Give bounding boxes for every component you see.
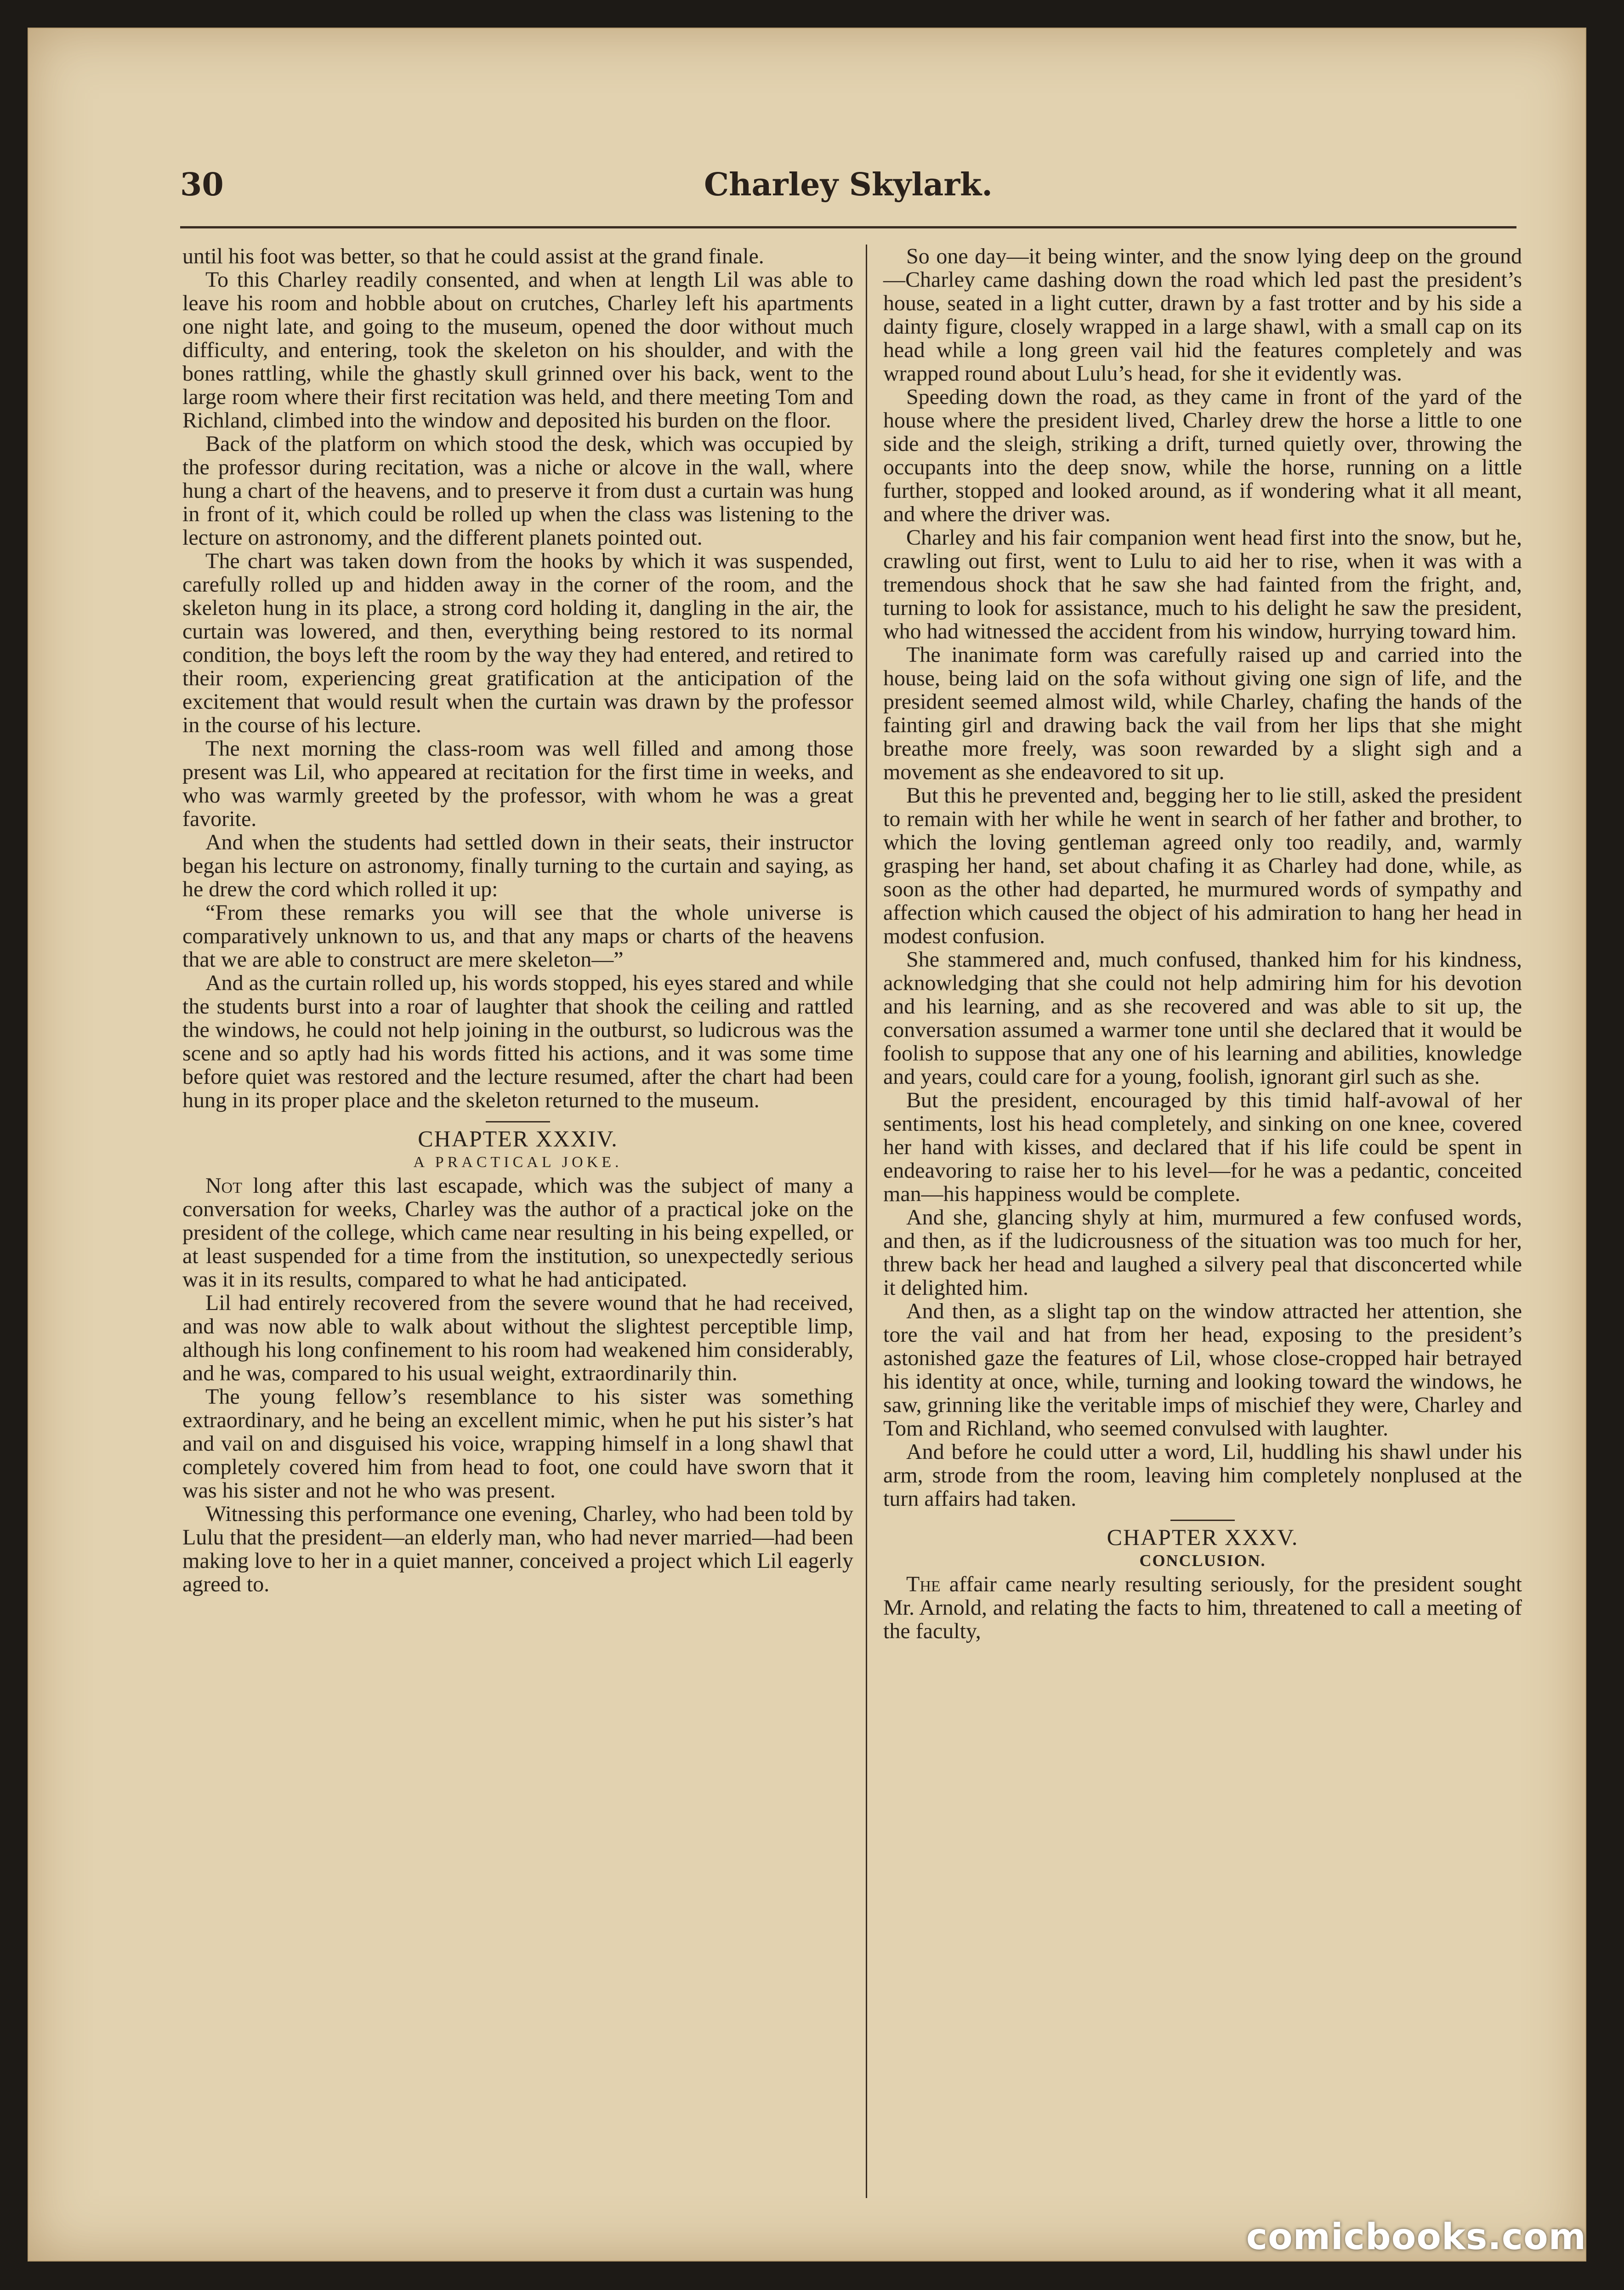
chapter-divider (486, 1121, 550, 1122)
paragraph: until his foot was better, so that he could assist at the grand finale. (182, 244, 764, 268)
right-column (883, 245, 1522, 2175)
page-header (180, 166, 1516, 222)
chapter-heading: CHAPTER XXXV. (1107, 1524, 1299, 1550)
paragraph-text: affair came nearly resulting seriously, for the president sought Mr. Arnold, and relating the facts to him, threatened to call a meeting of the faculty, (883, 1572, 1522, 1643)
paragraph: And she, glancing shyly at him, murmured a few confused words, and then, as if the ludicrousness of the situation was too much for her, threw back her head and laughed a silvery peal that disconcerted while it delighted him. (883, 1205, 1522, 1300)
paragraph: And as the curtain rolled up, his words stopped, his eyes stared and while the students burst into a roar of laughter that shook the ceiling and rattled the windows, he could not help joining in the outburst, so ludicrous was the scene and so aptly had his words fitted his actions, and it was some time before quiet was restored and the lecture resumed, after the chart had been hung in its proper place and the skeleton returned to the museum. (182, 971, 853, 1112)
quoted-paragraph: “From these remarks you will see that the whole universe is comparatively unknown to us, and that any maps or charts of the heavens that we are able to construct are mere skeleton—” (182, 900, 853, 972)
paragraph: And then, as a slight tap on the window attracted her attention, she tore the vail and hat from her head, exposing to the president’s astonished gaze the features of Lil, whose close-cropped hair betrayed his identity at once, while, turning and looking toward the windows, he saw, grinning like the veritable imps of mischief they were, Charley and Tom and Richland, who seemed convulsed with laughter. (883, 1299, 1522, 1441)
paragraph: The inanimate form was carefully raised up and carried into the house, being laid on the sofa without giving one sign of life, and the president seemed almost wild, while Charley, chafing the hands of the fainting girl and drawing back the vail from her lips that she might breathe more freely, was soon rewarded by a slight sigh and a movement as she endeavored to sit up. (883, 643, 1522, 784)
paragraph (182, 1174, 853, 1291)
running-title: Charley Skylark. (704, 166, 993, 203)
column-divider (866, 245, 867, 2198)
paragraph: Back of the platform on which stood the desk, which was occupied by the professor during recitation, was a niche or alcove in the wall, where hung a chart of the heavens, and to preserve it from dust a curtain was hung in front of it, which could be rolled up when the class was listening to the lecture on astronomy, and the different planets pointed out. (182, 432, 853, 550)
chapter-divider (1170, 1520, 1235, 1521)
watermark-logo: comicbooks.com (1246, 2216, 1586, 2258)
left-column (182, 245, 853, 2175)
chapter-heading: CHAPTER XXXIV. (418, 1126, 618, 1151)
paragraph: To this Charley readily consented, and when at length Lil was able to leave his room and hobble about on crutches, Charley left his apartments one night late, and going to the museum, opened the door without much difficulty, and entering, took the skeleton on his shoulder, and with the bones rattling, while the ghastly skull grinned over his back, went to the large room where their first recitation was held, and there meeting Tom and Richland, climbed into the window and deposited his burden on the floor. (182, 268, 853, 433)
paragraph (883, 1572, 1522, 1643)
paragraph: But this he prevented and, begging her to lie still, asked the president to remain with her while he went in search of her father and brother, to which the loving gentleman agreed only too readily, and, warmly grasping her hand, set about chafing it as Charley had done, while, as soon as the other had departed, he murmured words of sympathy and affection which caused the object of his admiration to hang her head in modest confusion. (883, 783, 1522, 948)
book-page (28, 28, 1586, 2262)
header-rule (180, 226, 1516, 228)
paragraph: Speeding down the road, as they came in front of the yard of the house where the president lived, Charley drew the horse a little to one side and the sleigh, striking a drift, turned quietly over, throwing the occupants into the deep snow, while the horse, running on a little further, stopped and looked around, as if wondering what it all meant, and where the driver was. (883, 385, 1522, 526)
paragraph: So one day—it being winter, and the snow lying deep on the ground—Charley came dashing down the road which led past the president’s house, seated in a light cutter, drawn by a fast trotter and by his side a dainty figure, closely wrapped in a large shawl, with a small cap on its head while a long green vail hid the features completely and was wrapped round about Lulu’s head, for she it evidently was. (883, 244, 1522, 386)
paragraph: And when the students had settled down in their seats, their instructor began his lecture on astronomy, finally turning to the curtain and saying, as he drew the cord which rolled it up: (182, 830, 853, 901)
paragraph: Charley and his fair companion went head first into the snow, but he, crawling out first, went to Lulu to aid her to rise, when it was with a tremendous shock that he saw she had fainted from the fright, and, turning to look for assistance, much to his delight he saw the president, who had witnessed the accident from his window, hurrying toward him. (883, 525, 1522, 644)
lead-word: The (906, 1572, 941, 1596)
paragraph: But the president, encouraged by this timid half-avowal of her sentiments, lost his head completely, and sinking on one knee, covered her hand with kisses, and declared that if his life could be spent in endeavoring to raise her to his level—for he was a pedantic, conceited man—his happiness would be complete. (883, 1088, 1522, 1206)
paragraph-text: long after this last escapade, which was the subject of many a conversation for weeks, Charley was the author of a practical joke on the president of the college, which came near resulting in his being expelled, or at least suspended for a time from the institution, so unexpectedly serious was it in its results, compared to what he had anticipated. (182, 1173, 853, 1292)
paragraph: She stammered and, much confused, thanked him for his kindness, acknowledging that she could not help admiring him for his devotion and his learning, and as she recovered and was able to sit up, the conversation assumed a warmer tone until she declared that it would be foolish to suppose that any one of his learning and abilities, knowledge and years, could care for a young, foolish, ignorant girl such as she. (883, 947, 1522, 1089)
paragraph: And before he could utter a word, Lil, huddling his shawl under his arm, strode from the room, leaving him completely nonplused at the turn affairs had taken. (883, 1440, 1522, 1511)
chapter-subtitle: A PRACTICAL JOKE. (413, 1154, 623, 1171)
paragraph: Witnessing this performance one evening, Charley, who had been told by Lulu that the president—an elderly man, who had never married—had been making love to her in a quiet manner, conceived a project which Lil eagerly agreed to. (182, 1502, 853, 1596)
paragraph: The chart was taken down from the hooks by which it was suspended, carefully rolled up and hidden away in the corner of the room, and the skeleton hung in its place, a strong cord holding it, dangling in the air, the curtain was lowered, and then, everything being restored to its normal condition, the boys left the room by the way they had entered, and retired to their room, experiencing great gratification at the anticipation of the excitement that would result when the curtain was drawn by the professor in the course of his lecture. (182, 549, 853, 737)
page-number: 30 (180, 166, 224, 203)
paragraph: The next morning the class-room was well filled and among those present was Lil, who appeared at recitation for the first time in weeks, and who was warmly greeted by the professor, with whom he was a great favorite. (182, 736, 853, 831)
paragraph: Lil had entirely recovered from the severe wound that he had received, and was now able to walk about without the slightest perceptible limp, although his long confinement to his room had weakened him considerably, and he was, compared to his usual weight, extraordinarily thin. (182, 1291, 853, 1385)
lead-word: Not (205, 1173, 242, 1198)
paragraph: The young fellow’s resemblance to his sister was something extraordinary, and he being an excellent mimic, when he put his sister’s hat and vail on and disguised his voice, wrapping himself in a long shawl that completely covered him from head to foot, one could have sworn that it was his sister and not he who was present. (182, 1384, 853, 1503)
chapter-subtitle: CONCLUSION. (1139, 1551, 1266, 1570)
